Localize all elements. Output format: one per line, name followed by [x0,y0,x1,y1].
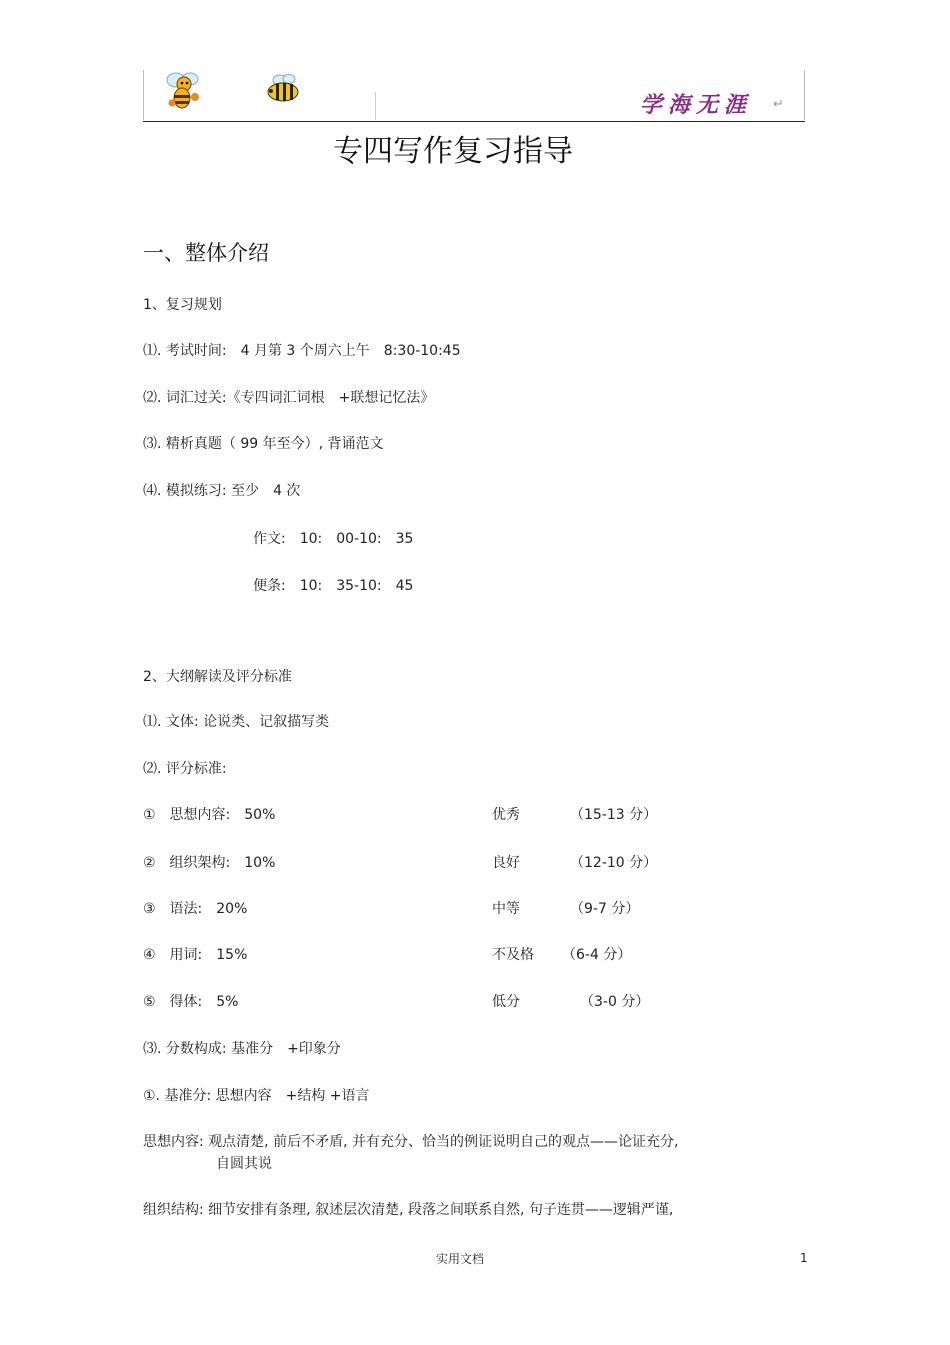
list-item: ①. 基准分: 思想内容 +结构 +语言 [143,1088,370,1104]
header-border-left [143,70,144,120]
bee-mascot-icon [162,70,206,112]
page-number: 1 [800,1251,808,1265]
list-item: ⑴. 文体: 论说类、记叙描写类 [143,714,330,730]
header-divider [375,92,376,120]
criteria-item: ④ 用词: 15% [143,947,248,963]
header-logo-text: 学海无涯 [640,92,753,118]
time-line: 作文: 10: 00-10: 35 [253,531,414,547]
criteria-range: （12-10 分） [570,855,658,871]
criteria-item: ⑤ 得体: 5% [143,994,239,1010]
paragraph-structure: 组织结构: 细节安排有条理, 叙述层次清楚, 段落之间联系自然, 句子连贯——逻辑严谨, [143,1202,674,1218]
header-rule [143,121,805,122]
document-title: 专四写作复习指导 [333,134,573,169]
criteria-range: （3-0 分） [580,994,650,1010]
section-heading: 一、整体介绍 [143,241,269,265]
criteria-grade: 中等 [492,901,520,917]
criteria-range: （6-4 分） [562,947,632,963]
paragraph-content-continued: 自圆其说 [216,1156,272,1172]
subsection-heading: 2、大纲解读及评分标准 [143,669,292,685]
paragraph-content: 思想内容: 观点清楚, 前后不矛盾, 并有充分、恰当的例证说明自己的观点——论证充分, [143,1134,679,1150]
list-item: ⑵. 词汇过关:《专四词汇词根 +联想记忆法》 [143,390,435,406]
criteria-grade: 优秀 [492,807,520,823]
subsection-heading: 1、复习规划 [143,297,222,313]
criteria-item: ① 思想内容: 50% [143,807,276,823]
list-item: ⑷. 模拟练习: 至少 4 次 [143,483,301,499]
list-item: ⑶. 分数构成: 基准分 +印象分 [143,1041,341,1057]
footer-label: 实用文档 [436,1252,485,1266]
criteria-range: （9-7 分） [570,901,640,917]
criteria-item: ② 组织架构: 10% [143,855,276,871]
paragraph-mark: ↵ [773,97,784,112]
criteria-item: ③ 语法: 20% [143,901,248,917]
criteria-grade: 不及格 [492,947,534,963]
list-item: ⑴. 考试时间: 4 月第 3 个周六上午 8:30-10:45 [143,343,461,359]
list-item: ⑶. 精析真题（ 99 年至今）, 背诵范文 [143,436,384,452]
bee-icon [264,74,302,104]
time-line: 便条: 10: 35-10: 45 [253,578,414,594]
header-border-right [804,70,805,120]
criteria-grade: 良好 [492,855,520,871]
criteria-range: （15-13 分） [570,807,658,823]
list-item: ⑵. 评分标准: [143,761,227,777]
criteria-grade: 低分 [492,994,520,1010]
